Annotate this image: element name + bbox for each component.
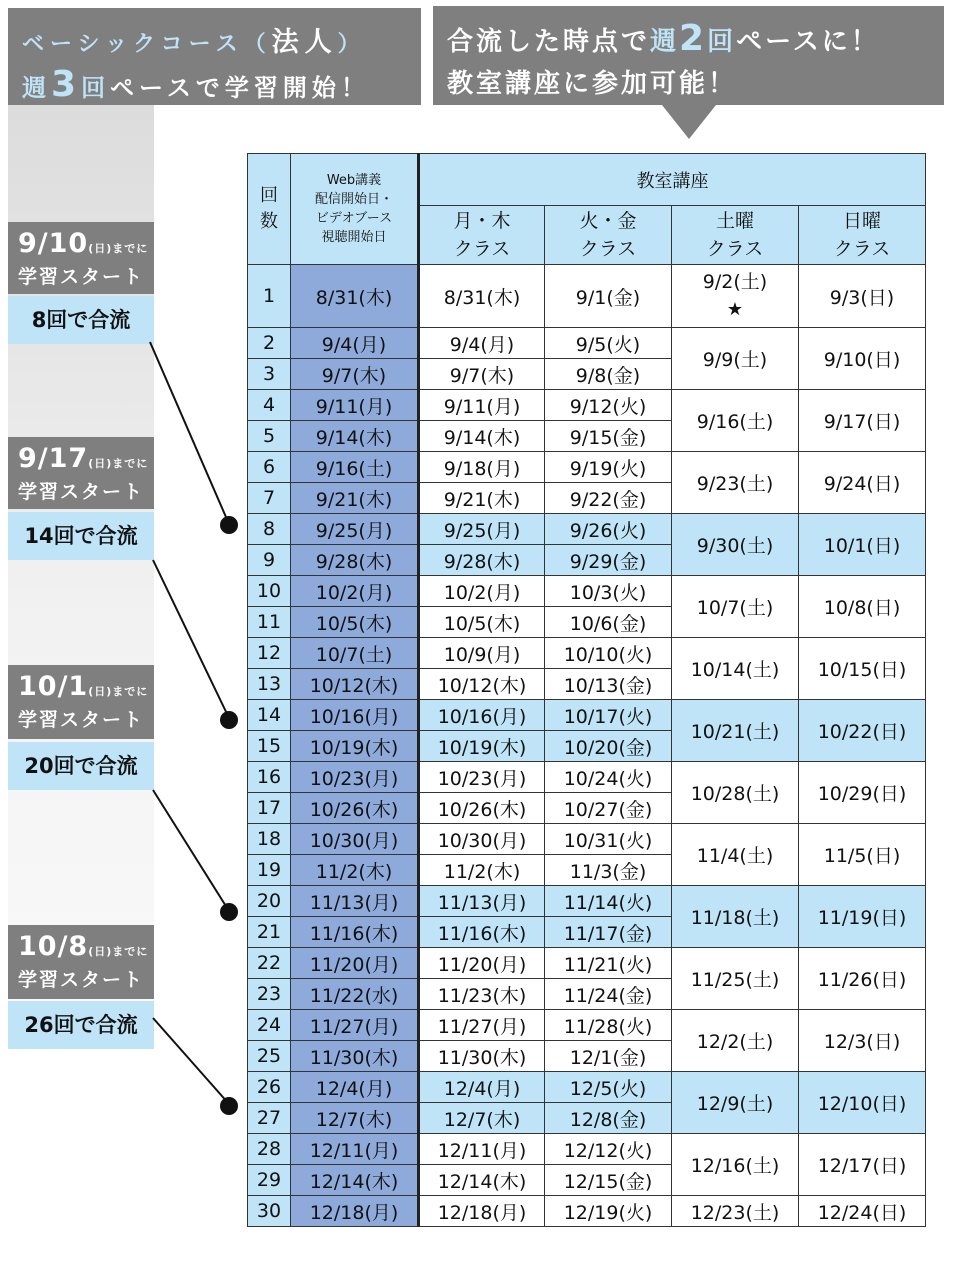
sat-class-date-text: 10/14(土) [690,659,780,681]
schedule-body [248,265,926,1227]
merge-label-3: 20回で合流 [8,742,154,790]
header-tue-fri: 火・金 クラス [545,206,672,265]
sun-class-date: 9/10(日) [799,328,926,390]
sat-class-date [672,576,799,638]
mon-thu-date: 10/12(木) [419,669,545,700]
connector-line [150,342,229,524]
banner-left-line2: 週3回ペースで学習開始！ [22,64,370,105]
session-number: 9 [248,545,291,576]
banner-basic-course [8,8,421,105]
schedule-table [247,153,926,1227]
web-start-date: 9/7(木) [291,359,419,390]
mon-thu-date: 11/13(月) [419,886,545,917]
mon-thu-date: 10/5(木) [419,607,545,638]
merge-label-1: 8回で合流 [8,296,154,344]
tue-fri-date: 9/15(金) [545,421,672,452]
tue-fri-date: 9/1(金) [545,265,672,328]
sat-class-date [672,700,799,762]
tue-fri-date: 11/24(金) [545,979,672,1010]
tue-fri-date: 12/8(金) [545,1103,672,1134]
session-number: 14 [248,700,291,731]
tue-fri-date: 9/29(金) [545,545,672,576]
session-number: 18 [248,824,291,855]
tue-fri-date: 11/3(金) [545,855,672,886]
sun-class-date: 10/29(日) [799,762,926,824]
web-start-date: 10/16(月) [291,700,419,731]
sat-class-date-text: 12/23(土) [690,1201,780,1224]
mon-thu-date: 10/9(月) [419,638,545,669]
sat-class-date [672,638,799,700]
tue-fri-date: 10/3(火) [545,576,672,607]
table-row [248,514,926,545]
mon-thu-date: 12/14(木) [419,1165,545,1196]
mon-thu-date: 10/23(月) [419,762,545,793]
session-number: 17 [248,793,291,824]
session-number: 21 [248,917,291,948]
mon-thu-date: 12/4(月) [419,1072,545,1103]
header-session-number: 回 数 [248,154,291,265]
table-row [248,824,926,855]
session-number: 24 [248,1010,291,1041]
tue-fri-date: 10/27(金) [545,793,672,824]
sun-class-date: 10/22(日) [799,700,926,762]
sat-class-date-text: 10/21(土) [690,721,780,743]
sat-class-date [672,265,799,328]
table-row [248,948,926,979]
table-row [248,1196,926,1227]
tue-fri-date: 9/12(火) [545,390,672,421]
sat-class-date [672,762,799,824]
sun-class-date: 10/1(日) [799,514,926,576]
web-start-date: 11/2(木) [291,855,419,886]
web-start-date: 11/20(月) [291,948,419,979]
start-label-3: 10/1(日)までに 学習スタート [8,665,154,739]
connector-dot [220,711,238,729]
sat-class-date-text: 11/25(土) [690,969,780,991]
header-sat: 土曜 クラス [672,206,799,265]
web-start-date: 10/23(月) [291,762,419,793]
web-start-date: 11/22(水) [291,979,419,1010]
mon-thu-date: 10/16(月) [419,700,545,731]
session-number: 25 [248,1041,291,1072]
sat-class-date-text: 10/28(土) [690,783,780,805]
connector-dot [220,903,238,921]
session-number: 29 [248,1165,291,1196]
tue-fri-date: 11/28(火) [545,1010,672,1041]
web-start-date: 10/12(木) [291,669,419,700]
session-number: 2 [248,328,291,359]
web-start-date: 10/7(土) [291,638,419,669]
banner-right-line2: 教室講座に参加可能！ [447,69,738,99]
sun-class-date: 9/17(日) [799,390,926,452]
sat-class-date [672,824,799,886]
header-web-start: Web講義 配信開始日・ ビデオブース 視聴開始日 [291,154,419,265]
sun-class-date: 10/15(日) [799,638,926,700]
sun-class-date: 9/24(日) [799,452,926,514]
connector-dot [220,516,238,534]
session-number: 16 [248,762,291,793]
mon-thu-date: 9/7(木) [419,359,545,390]
tue-fri-date: 10/10(火) [545,638,672,669]
sat-class-date-text: 9/23(土) [696,473,774,495]
web-start-date: 12/7(木) [291,1103,419,1134]
tue-fri-date: 9/8(金) [545,359,672,390]
web-start-date: 10/30(月) [291,824,419,855]
web-start-date: 12/14(木) [291,1165,419,1196]
mon-thu-date: 11/20(月) [419,948,545,979]
sat-class-date-text: 12/2(土) [696,1031,774,1053]
tue-fri-date: 11/21(火) [545,948,672,979]
session-number: 5 [248,421,291,452]
web-start-date: 12/4(月) [291,1072,419,1103]
mon-thu-date: 10/19(木) [419,731,545,762]
session-number: 11 [248,607,291,638]
tue-fri-date: 10/6(金) [545,607,672,638]
session-number: 19 [248,855,291,886]
mon-thu-date: 11/16(木) [419,917,545,948]
session-number: 13 [248,669,291,700]
web-start-date: 10/2(月) [291,576,419,607]
session-number: 23 [248,979,291,1010]
tue-fri-date: 12/19(火) [545,1196,672,1227]
session-number: 15 [248,731,291,762]
web-start-date: 10/5(木) [291,607,419,638]
table-row [248,700,926,731]
mon-thu-date: 11/23(木) [419,979,545,1010]
tue-fri-date: 12/5(火) [545,1072,672,1103]
table-row [248,1072,926,1103]
connector-line [153,1018,229,1104]
mon-thu-date: 9/21(木) [419,483,545,514]
banner-right-line1: 合流した時点で週2回ペースに！ [447,18,880,59]
sat-class-date-text: 9/9(土) [702,349,768,371]
sat-class-date [672,948,799,1010]
connector-line [153,560,229,718]
start-label-4: 10/8(日)までに 学習スタート [8,925,154,999]
sat-class-date [672,452,799,514]
session-number: 3 [248,359,291,390]
table-row [248,1134,926,1165]
web-start-date: 11/16(木) [291,917,419,948]
mon-thu-date: 10/30(月) [419,824,545,855]
sat-class-date [672,886,799,948]
connector-dot [220,1097,238,1115]
sun-class-date: 11/19(日) [799,886,926,948]
tue-fri-date: 12/15(金) [545,1165,672,1196]
tue-fri-date: 10/31(火) [545,824,672,855]
mon-thu-date: 12/7(木) [419,1103,545,1134]
sun-class-date: 9/3(日) [799,265,926,328]
sat-class-date-text: 12/16(土) [690,1155,780,1177]
web-start-date: 9/4(月) [291,328,419,359]
sat-class-date [672,328,799,390]
sat-class-date [672,1134,799,1196]
session-number: 12 [248,638,291,669]
tue-fri-date: 10/17(火) [545,700,672,731]
web-start-date: 11/27(月) [291,1010,419,1041]
session-number: 8 [248,514,291,545]
sun-class-date: 11/26(日) [799,948,926,1010]
web-start-date: 9/25(月) [291,514,419,545]
sun-class-date: 10/8(日) [799,576,926,638]
web-start-date: 11/13(月) [291,886,419,917]
table-row [248,886,926,917]
header-mon-thu: 月・木 クラス [419,206,545,265]
merge-label-4: 26回で合流 [8,1001,154,1049]
tue-fri-date: 12/12(火) [545,1134,672,1165]
session-number: 7 [248,483,291,514]
sat-class-date-text: 10/7(土) [696,597,774,619]
web-start-date: 12/18(月) [291,1196,419,1227]
sat-class-date [672,1072,799,1134]
sun-class-date: 12/24(日) [799,1196,926,1227]
tue-fri-date: 9/26(火) [545,514,672,545]
session-number: 30 [248,1196,291,1227]
sat-class-date [672,1196,799,1227]
sat-class-date [672,1010,799,1072]
merge-label-2: 14回で合流 [8,512,154,560]
table-row [248,390,926,421]
tue-fri-date: 10/13(金) [545,669,672,700]
mon-thu-date: 9/28(木) [419,545,545,576]
web-start-date: 9/28(木) [291,545,419,576]
web-start-date: 8/31(木) [291,265,419,328]
table-row [248,328,926,359]
table-row [248,265,926,328]
mon-thu-date: 11/30(木) [419,1041,545,1072]
table-row [248,452,926,483]
session-number: 28 [248,1134,291,1165]
mon-thu-date: 11/2(木) [419,855,545,886]
tue-fri-date: 9/5(火) [545,328,672,359]
web-start-date: 10/19(木) [291,731,419,762]
start-label-2: 9/17(日)までに 学習スタート [8,437,154,509]
mon-thu-date: 11/27(月) [419,1010,545,1041]
sat-class-date-text: 12/9(土) [696,1093,774,1115]
connector-line [153,790,229,911]
tue-fri-date: 9/19(火) [545,452,672,483]
star-icon: ★ [726,299,744,320]
mon-thu-date: 10/2(月) [419,576,545,607]
web-start-date: 12/11(月) [291,1134,419,1165]
mon-thu-date: 9/4(月) [419,328,545,359]
mon-thu-date: 9/18(月) [419,452,545,483]
sun-class-date: 12/10(日) [799,1072,926,1134]
sat-class-date-text: 11/4(土) [696,845,774,867]
session-number: 20 [248,886,291,917]
mon-thu-date: 8/31(木) [419,265,545,328]
tue-fri-date: 11/14(火) [545,886,672,917]
start-label-1: 9/10(日)までに 学習スタート [8,222,154,294]
session-number: 10 [248,576,291,607]
session-number: 22 [248,948,291,979]
session-number: 6 [248,452,291,483]
session-number: 4 [248,390,291,421]
sat-class-date [672,514,799,576]
mon-thu-date: 12/18(月) [419,1196,545,1227]
banner-left-line1: ベーシックコース（法人） [22,27,366,58]
web-start-date: 9/21(木) [291,483,419,514]
web-start-date: 9/11(月) [291,390,419,421]
header-sun: 日曜 クラス [799,206,926,265]
sat-class-date-text: 9/2(土) [702,271,768,293]
tue-fri-date: 11/17(金) [545,917,672,948]
session-number: 1 [248,265,291,328]
mon-thu-date: 10/26(木) [419,793,545,824]
session-number: 26 [248,1072,291,1103]
sat-class-date-text: 11/18(土) [690,907,780,929]
table-row [248,762,926,793]
web-start-date: 11/30(木) [291,1041,419,1072]
banner-merge-info [433,6,944,105]
mon-thu-date: 12/11(月) [419,1134,545,1165]
tue-fri-date: 10/24(火) [545,762,672,793]
mon-thu-date: 9/25(月) [419,514,545,545]
mon-thu-date: 9/14(木) [419,421,545,452]
sat-class-date [672,390,799,452]
web-start-date: 10/26(木) [291,793,419,824]
sun-class-date: 11/5(日) [799,824,926,886]
session-number: 27 [248,1103,291,1134]
mon-thu-date: 9/11(月) [419,390,545,421]
tue-fri-date: 9/22(金) [545,483,672,514]
tue-fri-date: 12/1(金) [545,1041,672,1072]
table-row [248,1010,926,1041]
header-classroom: 教室講座 [419,154,926,206]
sun-class-date: 12/17(日) [799,1134,926,1196]
tue-fri-date: 10/20(金) [545,731,672,762]
web-start-date: 9/16(土) [291,452,419,483]
table-row [248,576,926,607]
sun-class-date: 12/3(日) [799,1010,926,1072]
table-row [248,638,926,669]
arrow-down-icon [662,105,716,139]
web-start-date: 9/14(木) [291,421,419,452]
sat-class-date-text: 9/30(土) [696,535,774,557]
sat-class-date-text: 9/16(土) [696,411,774,433]
